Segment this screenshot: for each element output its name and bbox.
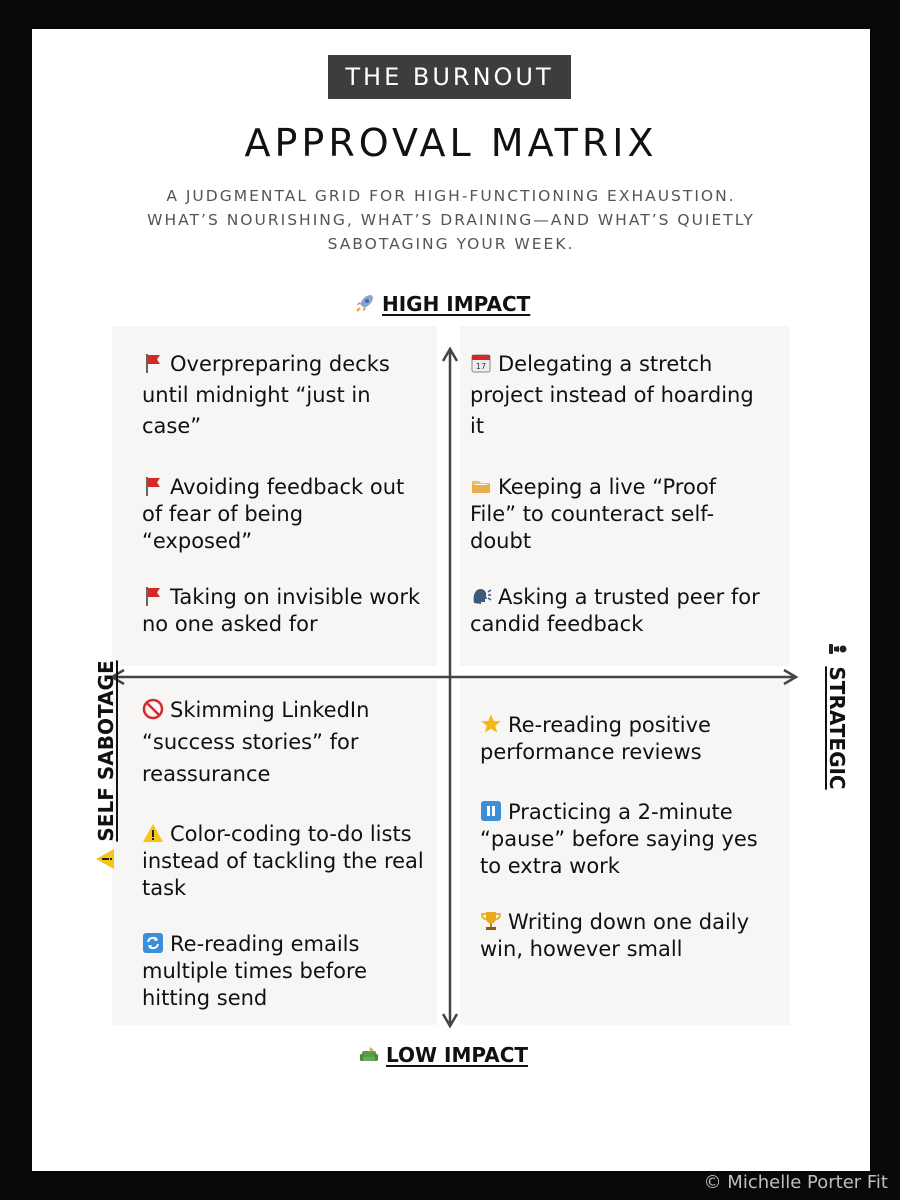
banner: THE BURNOUT [328, 55, 571, 99]
list-item [142, 931, 417, 1012]
page-title: APPROVAL MATRIX [244, 121, 658, 165]
svg-text:17: 17 [475, 362, 487, 371]
rocket-icon [354, 292, 376, 314]
list-item [142, 474, 417, 555]
no-entry-icon [142, 697, 164, 719]
list-item [470, 349, 770, 442]
chess-pawn-icon [827, 638, 849, 660]
item-text: Color-coding to-do lists instead of tackling the real task [142, 822, 424, 900]
matrix-card [32, 29, 870, 1171]
item-text: Re-reading positive performance reviews [480, 713, 711, 764]
item-text: Overpreparing decks until midnight “just in case” [142, 352, 390, 438]
sofa-icon [358, 1043, 380, 1065]
item-text: Asking a trusted peer for candid feedback [470, 585, 760, 636]
axis-label-bottom [358, 1043, 528, 1067]
pause-icon [480, 800, 502, 822]
list-item [480, 799, 780, 880]
axis-text: STRATEGIC [825, 666, 849, 790]
red-flag-icon [142, 585, 164, 607]
folder-icon [470, 475, 492, 497]
list-item [142, 584, 427, 638]
star-icon [480, 713, 502, 735]
warning-icon [94, 848, 116, 870]
axis-label-right [825, 614, 849, 814]
red-flag-icon [142, 475, 164, 497]
subtitle-line: A JUDGMENTAL GRID FOR HIGH-FUNCTIONING EXHAUSTION. [166, 187, 736, 205]
speaking-head-icon [470, 585, 492, 607]
list-item [480, 909, 780, 963]
axis-text: LOW IMPACT [386, 1043, 529, 1067]
list-item [142, 694, 417, 790]
item-text: Skimming LinkedIn “success stories” for reassurance [142, 698, 370, 786]
item-text: Re-reading emails multiple times before hitting send [142, 932, 368, 1010]
calendar-icon [470, 352, 492, 374]
item-text: Keeping a live “Proof File” to counteract self-doubt [470, 475, 717, 553]
axis-label-left [94, 635, 118, 895]
list-item [470, 474, 760, 555]
item-text: Taking on invisible work no one asked for [142, 585, 421, 636]
axis-text: HIGH IMPACT [382, 292, 531, 316]
copyright: © Michelle Porter Fit [703, 1172, 888, 1193]
list-item [480, 712, 760, 766]
axis-label-top [354, 292, 530, 316]
repeat-icon [142, 932, 164, 954]
red-flag-icon [142, 352, 164, 374]
subtitle-line: WHAT’S NOURISHING, WHAT’S DRAINING—AND WHAT’S QUIETLY [147, 211, 755, 229]
list-item [142, 349, 432, 442]
list-item [470, 584, 770, 638]
trophy-icon [480, 910, 502, 932]
list-item [142, 821, 427, 902]
warning-icon [142, 822, 164, 844]
subtitle-line: SABOTAGING YOUR WEEK. [327, 235, 575, 253]
item-text: Writing down one daily win, however small [480, 910, 750, 961]
item-text: Avoiding feedback out of fear of being “exposed” [142, 475, 405, 553]
item-text: Delegating a stretch project instead of hoarding it [470, 352, 754, 438]
axis-text: SELF SABOTAGE [94, 660, 118, 842]
item-text: Practicing a 2-minute “pause” before saying yes to extra work [480, 800, 758, 878]
